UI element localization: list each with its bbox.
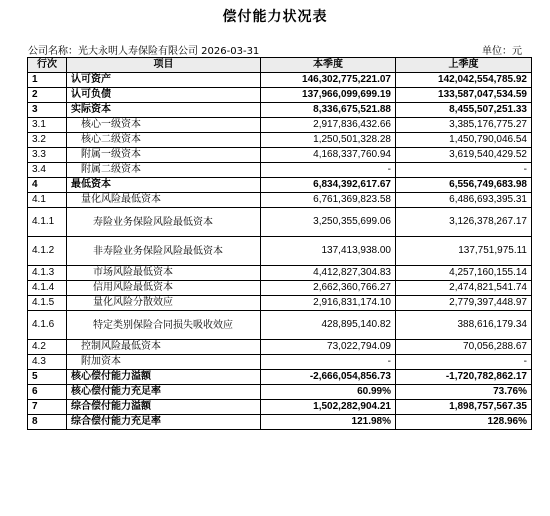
table-row bbox=[28, 311, 532, 340]
row-item: 核心一级资本 bbox=[67, 118, 261, 133]
row-item: 附属二级资本 bbox=[67, 163, 261, 178]
row-previous: 3,126,378,267.17 bbox=[396, 208, 532, 237]
row-previous: 4,257,160,155.14 bbox=[396, 266, 532, 281]
row-previous: 388,616,179.34 bbox=[396, 311, 532, 340]
table-row bbox=[28, 148, 532, 163]
row-seq: 1 bbox=[28, 73, 67, 88]
page-title: 偿付能力状况表 bbox=[222, 9, 328, 25]
row-item: 最低资本 bbox=[67, 178, 261, 193]
row-item: 特定类别保险合同损失吸收效应 bbox=[67, 311, 261, 340]
row-item: 综合偿付能力充足率 bbox=[67, 415, 261, 430]
table-row bbox=[28, 193, 532, 208]
table-row bbox=[28, 88, 532, 103]
row-current: 6,834,392,617.67 bbox=[261, 178, 396, 193]
row-current: 121.98% bbox=[261, 415, 396, 430]
row-seq: 4.1.1 bbox=[28, 208, 67, 237]
row-item: 控制风险最低资本 bbox=[67, 340, 261, 355]
row-current: - bbox=[261, 163, 396, 178]
row-seq: 4.1.4 bbox=[28, 281, 67, 296]
row-current: 137,413,938.00 bbox=[261, 237, 396, 266]
row-previous: 3,619,540,429.52 bbox=[396, 148, 532, 163]
row-seq: 4.1.2 bbox=[28, 237, 67, 266]
row-previous: 137,751,975.11 bbox=[396, 237, 532, 266]
row-seq: 3.2 bbox=[28, 133, 67, 148]
row-current: 3,250,355,699.06 bbox=[261, 208, 396, 237]
row-item: 附加资本 bbox=[67, 355, 261, 370]
header-current: 本季度 bbox=[261, 58, 396, 73]
row-current: 1,502,282,904.21 bbox=[261, 400, 396, 415]
row-current: 137,966,099,699.19 bbox=[261, 88, 396, 103]
table-row bbox=[28, 266, 532, 281]
row-item: 综合偿付能力溢额 bbox=[67, 400, 261, 415]
row-current: 73,022,794.09 bbox=[261, 340, 396, 355]
row-previous: 3,385,176,775.27 bbox=[396, 118, 532, 133]
row-item: 量化风险最低资本 bbox=[67, 193, 261, 208]
row-current: 2,916,831,174.10 bbox=[261, 296, 396, 311]
table-row bbox=[28, 133, 532, 148]
row-seq: 4.1.3 bbox=[28, 266, 67, 281]
row-seq: 6 bbox=[28, 385, 67, 400]
solvency-table bbox=[27, 57, 532, 430]
table-row bbox=[28, 178, 532, 193]
row-previous: 8,455,507,251.33 bbox=[396, 103, 532, 118]
row-item: 核心二级资本 bbox=[67, 133, 261, 148]
row-seq: 3.1 bbox=[28, 118, 67, 133]
company-line: 公司名称：光大永明人寿保险有限公司 2026-03-31 bbox=[28, 46, 260, 57]
row-current: 6,761,369,823.58 bbox=[261, 193, 396, 208]
table-row bbox=[28, 340, 532, 355]
row-seq: 7 bbox=[28, 400, 67, 415]
row-previous: 133,587,047,534.59 bbox=[396, 88, 532, 103]
row-current: 2,662,360,766.27 bbox=[261, 281, 396, 296]
table-row bbox=[28, 281, 532, 296]
table-row bbox=[28, 103, 532, 118]
row-previous: 128.96% bbox=[396, 415, 532, 430]
row-current: 2,917,836,432.66 bbox=[261, 118, 396, 133]
row-current: 8,336,675,521.88 bbox=[261, 103, 396, 118]
row-previous: 73.76% bbox=[396, 385, 532, 400]
row-previous: 142,042,554,785.92 bbox=[396, 73, 532, 88]
row-item: 量化风险分散效应 bbox=[67, 296, 261, 311]
row-item: 认可资产 bbox=[67, 73, 261, 88]
row-item: 认可负债 bbox=[67, 88, 261, 103]
row-item: 实际资本 bbox=[67, 103, 261, 118]
table-header-row bbox=[28, 58, 532, 73]
row-previous: - bbox=[396, 355, 532, 370]
row-current: 1,250,501,328.28 bbox=[261, 133, 396, 148]
row-previous: -1,720,782,862.17 bbox=[396, 370, 532, 385]
header-previous: 上季度 bbox=[396, 58, 532, 73]
row-item: 寿险业务保险风险最低资本 bbox=[67, 208, 261, 237]
row-previous: 1,898,757,567.35 bbox=[396, 400, 532, 415]
table-row bbox=[28, 73, 532, 88]
unit-label: 单位：元 bbox=[482, 46, 522, 57]
row-item: 非寿险业务保险风险最低资本 bbox=[67, 237, 261, 266]
table-row bbox=[28, 355, 532, 370]
table-row bbox=[28, 385, 532, 400]
table-row bbox=[28, 163, 532, 178]
row-seq: 5 bbox=[28, 370, 67, 385]
row-current: 146,302,775,221.07 bbox=[261, 73, 396, 88]
row-seq: 3.3 bbox=[28, 148, 67, 163]
row-item: 市场风险最低资本 bbox=[67, 266, 261, 281]
header-seq: 行次 bbox=[28, 58, 67, 73]
row-previous: 70,056,288.67 bbox=[396, 340, 532, 355]
header-item: 项目 bbox=[67, 58, 261, 73]
row-seq: 4.1.5 bbox=[28, 296, 67, 311]
row-previous: 2,779,397,448.97 bbox=[396, 296, 532, 311]
row-seq: 4.3 bbox=[28, 355, 67, 370]
row-current: 4,168,337,760.94 bbox=[261, 148, 396, 163]
row-seq: 3 bbox=[28, 103, 67, 118]
row-current: - bbox=[261, 355, 396, 370]
row-current: 428,895,140.82 bbox=[261, 311, 396, 340]
table-row bbox=[28, 208, 532, 237]
row-previous: 1,450,790,046.54 bbox=[396, 133, 532, 148]
row-seq: 4.2 bbox=[28, 340, 67, 355]
row-current: -2,666,054,856.73 bbox=[261, 370, 396, 385]
row-item: 信用风险最低资本 bbox=[67, 281, 261, 296]
table-row bbox=[28, 370, 532, 385]
table-row bbox=[28, 118, 532, 133]
row-seq: 4 bbox=[28, 178, 67, 193]
table-row bbox=[28, 237, 532, 266]
table-row bbox=[28, 400, 532, 415]
row-previous: - bbox=[396, 163, 532, 178]
row-previous: 6,556,749,683.98 bbox=[396, 178, 532, 193]
row-previous: 6,486,693,395.31 bbox=[396, 193, 532, 208]
table-row bbox=[28, 296, 532, 311]
row-current: 4,412,827,304.83 bbox=[261, 266, 396, 281]
row-item: 附属一级资本 bbox=[67, 148, 261, 163]
row-item: 核心偿付能力充足率 bbox=[67, 385, 261, 400]
row-seq: 4.1.6 bbox=[28, 311, 67, 340]
row-previous: 2,474,821,541.74 bbox=[396, 281, 532, 296]
row-current: 60.99% bbox=[261, 385, 396, 400]
row-seq: 3.4 bbox=[28, 163, 67, 178]
row-seq: 2 bbox=[28, 88, 67, 103]
row-seq: 8 bbox=[28, 415, 67, 430]
row-item: 核心偿付能力溢额 bbox=[67, 370, 261, 385]
table-row bbox=[28, 415, 532, 430]
row-seq: 4.1 bbox=[28, 193, 67, 208]
